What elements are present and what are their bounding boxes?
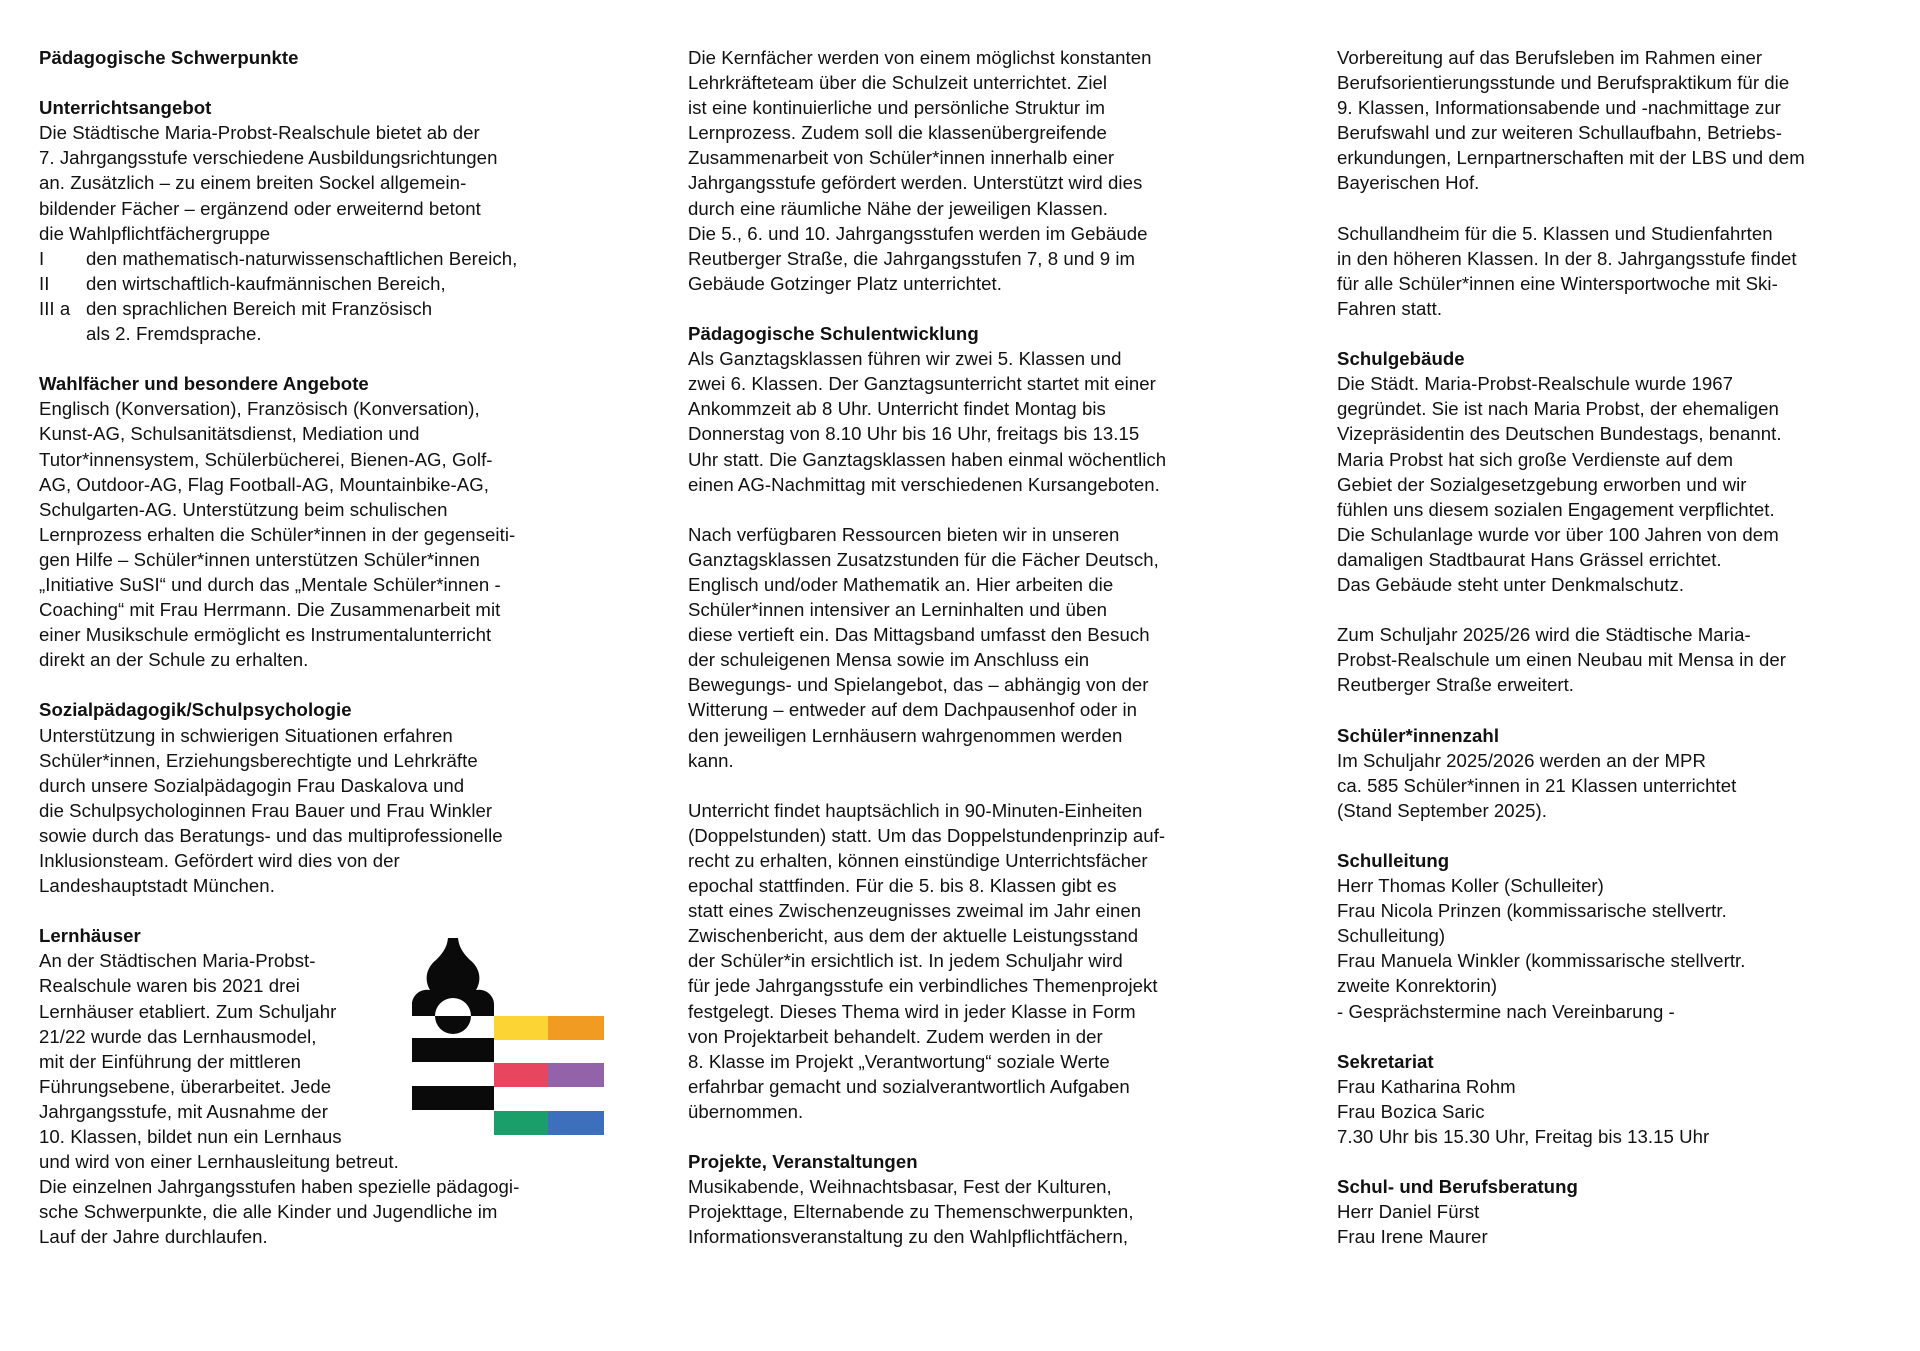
section-schulentwicklung	[688, 321, 1288, 1124]
text-line: statt eines Zwischenzeugnisses zweimal im Jahr einen	[688, 900, 1142, 922]
text-line: Als Ganztagsklassen führen wir zwei 5. Klassen und	[688, 348, 1122, 370]
text-line: Gebäude Gotzinger Platz unterrichtet.	[688, 272, 1002, 294]
text-line: Führungsebene, überarbeitet. Jede	[39, 1075, 332, 1097]
text-line: 21/22 wurde das Lernhausmodel,	[39, 1025, 317, 1047]
text-line: direkt an der Schule zu erhalten.	[39, 649, 309, 671]
text-line: Ganztagsklassen Zusatzstunden für die Fächer Deutsch,	[688, 548, 1159, 570]
text-line: Ankommzeit ab 8 Uhr. Unterricht findet Montag bis	[688, 398, 1106, 420]
section-heading: Projekte, Veranstaltungen	[688, 1151, 918, 1173]
text-line: Frau Irene Maurer	[1337, 1226, 1488, 1248]
section-heading: Schulleitung	[1337, 850, 1450, 871]
text-line: Bayerischen Hof.	[1337, 172, 1480, 194]
text-line: Englisch (Konversation), Französisch (Konversation),	[39, 398, 480, 420]
text-line: Informationsveranstaltung zu den Wahlpflichtfächern,	[688, 1226, 1129, 1248]
section-sozialpaedagogik	[39, 697, 619, 898]
text-line: Vizepräsidentin des Deutschen Bundestags, benannt.	[1337, 423, 1782, 445]
text-line: Zwischenbericht, aus dem der aktuelle Leistungsstand	[688, 925, 1139, 947]
column-right	[1337, 45, 1917, 1250]
text-line: Nach verfügbaren Ressourcen bieten wir in unseren	[688, 523, 1120, 545]
text-line: Musikabende, Weihnachtsbasar, Fest der Kulturen,	[688, 1176, 1112, 1198]
text-line: Jahrgangsstufe, mit Ausnahme der	[39, 1100, 328, 1122]
text-line: die Wahlpflichtfächergruppe	[39, 222, 271, 244]
text-line: für jede Jahrgangsstufe ein verbindliches Themenprojekt	[688, 975, 1158, 997]
text-line: Frau Katharina Rohm	[1337, 1075, 1516, 1097]
text-line: Englisch und/oder Mathematik an. Hier arbeiten die	[688, 573, 1114, 595]
list-number: II	[39, 272, 50, 294]
text-line: Coaching“ mit Frau Herrmann. Die Zusammenarbeit mit	[39, 599, 501, 621]
text-line: Lehrkräfteteam über die Schulzeit unterrichtet. Ziel	[688, 72, 1108, 94]
text-line: Witterung – entweder auf dem Dachpausenhof oder in	[688, 699, 1138, 721]
text-line: bildender Fächer – ergänzend oder erweiternd betont	[39, 197, 481, 219]
text-line: An der Städtischen Maria-Probst-	[39, 950, 316, 972]
text-line: Probst-Realschule um einen Neubau mit Mensa in der	[1337, 649, 1786, 671]
text-line: Landeshauptstadt München.	[39, 875, 275, 897]
section-wahlfaecher	[39, 371, 619, 672]
text-line: die Schulpsychologinnen Frau Bauer und Frau Winkler	[39, 799, 493, 821]
text-line: erkundungen, Lernpartnerschaften mit der LBS und dem	[1337, 147, 1805, 169]
list-text: den mathematisch-naturwissenschaftlichen Bereich,	[86, 247, 518, 269]
text-line: Die Städtische Maria-Probst-Realschule bietet ab der	[39, 122, 480, 144]
text-line: Die Kernfächer werden von einem möglichst konstanten	[688, 47, 1152, 68]
text-line: Inklusionsteam. Gefördert wird dies von der	[39, 850, 400, 871]
text-line: in den höheren Klassen. In der 8. Jahrgangsstufe findet	[1337, 247, 1797, 269]
text-line: Frau Manuela Winkler (kommissarische stellvertr.	[1337, 950, 1746, 972]
text-line: Schulgarten-AG. Unterstützung beim schulischen	[39, 498, 448, 520]
section-schulgebaeude	[1337, 346, 1917, 697]
text-line: 7. Jahrgangsstufe verschiedene Ausbildungsrichtungen	[39, 147, 498, 169]
section-heading: Lernhäuser	[39, 925, 141, 947]
text-line: Herr Daniel Fürst	[1337, 1201, 1480, 1223]
text-line: Uhr statt. Die Ganztagsklassen haben einmal wöchentlich	[688, 448, 1167, 470]
text-line: Reutberger Straße erweitert.	[1337, 674, 1575, 696]
text-line: Projekttage, Elternabende zu Themenschwerpunkten,	[688, 1201, 1134, 1223]
list-text: als 2. Fremdsprache.	[86, 323, 262, 345]
text-line: durch unsere Sozialpädagogin Frau Daskalova und	[39, 774, 465, 796]
text-line: 7.30 Uhr bis 15.30 Uhr, Freitag bis 13.15 Uhr	[1337, 1126, 1710, 1148]
text-line: Lernprozess erhalten die Schüler*innen in der gegenseiti-	[39, 523, 516, 545]
text-line: Lernprozess. Zudem soll die klassenübergreifende	[688, 122, 1107, 144]
text-line: Gebiet der Sozialgesetzgebung erworben und wir	[1337, 473, 1747, 495]
section-heading: Schul- und Berufsberatung	[1337, 1176, 1578, 1198]
list-text: den wirtschaftlich-kaufmännischen Bereich,	[86, 272, 446, 294]
list-item	[39, 321, 619, 346]
text-line: Unterstützung in schwierigen Situationen erfahren	[39, 724, 453, 746]
text-line: sche Schwerpunkte, die alle Kinder und Jugendliche im	[39, 1201, 498, 1223]
text-line: Die einzelnen Jahrgangsstufen haben spezielle pädagogi-	[39, 1176, 520, 1198]
text-line: Bewegungs- und Spielangebot, das – abhängig von der	[688, 674, 1149, 696]
list-text: den sprachlichen Bereich mit Französisch	[86, 297, 433, 319]
text-line: Die Schulanlage wurde vor über 100 Jahren von dem	[1337, 523, 1779, 545]
list-item	[39, 296, 619, 321]
list-item	[39, 246, 619, 271]
text-line: zwei 6. Klassen. Der Ganztagsunterricht startet mit einer	[688, 373, 1156, 395]
text-line: „Initiative SuSI“ und durch das „Mentale Schüler*innen -	[39, 573, 501, 595]
text-line: (Stand September 2025).	[1337, 799, 1547, 821]
text-line: kann.	[688, 749, 734, 771]
section-projekte	[688, 1149, 1288, 1249]
text-line: Lauf der Jahre durchlaufen.	[39, 1226, 268, 1248]
text-line: diese vertieft ein. Das Mittagsband umfasst den Besuch	[688, 624, 1150, 646]
section-heading: Sozialpädagogik/Schulpsychologie	[39, 699, 352, 721]
text-line: den jeweiligen Lernhäusern wahrgenommen werden	[688, 724, 1123, 746]
section-kernfaecher	[688, 45, 1288, 296]
text-line: Im Schuljahr 2025/2026 werden an der MPR	[1337, 749, 1706, 771]
text-line: Maria Probst hat sich große Verdienste auf dem	[1337, 448, 1734, 470]
text-line: ist eine kontinuierliche und persönliche Struktur im	[688, 97, 1106, 119]
text-line: einen AG-Nachmittag mit verschiedenen Kursangeboten.	[688, 473, 1160, 495]
text-line: zweite Konrektorin)	[1337, 975, 1498, 997]
school-logo-icon	[410, 938, 606, 1138]
text-line: AG, Outdoor-AG, Flag Football-AG, Mountainbike-AG,	[39, 473, 489, 495]
list-number: I	[39, 247, 45, 269]
text-line: Frau Nicola Prinzen (kommissarische stellvertr.	[1337, 900, 1727, 922]
text-line: 8. Klasse im Projekt „Verantwortung“ soziale Werte	[688, 1050, 1110, 1072]
text-line: Schüler*innen intensiver an Lerninhalten und üben	[688, 599, 1108, 621]
section-heading: Unterrichtsangebot	[39, 97, 212, 119]
text-line: recht zu erhalten, können einstündige Unterrichtsfächer	[688, 850, 1148, 871]
text-line: Tutor*innensystem, Schülerbücherei, Bienen-AG, Golf-	[39, 448, 493, 470]
text-line: gen Hilfe – Schüler*innen unterstützen Schüler*innen	[39, 548, 480, 570]
text-line: Unterricht findet hauptsächlich in 90-Minuten-Einheiten	[688, 799, 1143, 821]
text-line: der Schüler*in ersichtlich ist. In jedem Schuljahr wird	[688, 950, 1123, 972]
text-line: Realschule waren bis 2021 drei	[39, 975, 300, 997]
text-line: 10. Klassen, bildet nun ein Lernhaus	[39, 1126, 342, 1148]
text-line: Zum Schuljahr 2025/26 wird die Städtische Maria-	[1337, 624, 1751, 646]
text-line: Berufsorientierungsstunde und Berufspraktikum für die	[1337, 72, 1790, 94]
text-line: festgelegt. Dieses Thema wird in jeder Klasse in Form	[688, 1000, 1136, 1022]
text-line: Kunst-AG, Schulsanitätsdienst, Mediation und	[39, 423, 420, 445]
section-heading: Schüler*innenzahl	[1337, 724, 1500, 746]
text-line: Schulleitung)	[1337, 925, 1446, 947]
text-line: Zusammenarbeit von Schüler*innen innerhalb einer	[688, 147, 1115, 169]
text-line: ca. 585 Schüler*innen in 21 Klassen unterrichtet	[1337, 774, 1737, 796]
text-line: Fahren statt.	[1337, 297, 1443, 319]
section-sekretariat	[1337, 1049, 1917, 1149]
text-line: Vorbereitung auf das Berufsleben im Rahmen einer	[1337, 47, 1763, 68]
text-line: 9. Klassen, Informationsabende und -nachmittage zur	[1337, 97, 1781, 119]
text-line: einer Musikschule ermöglicht es Instrumentalunterricht	[39, 624, 492, 646]
text-line: Herr Thomas Koller (Schulleiter)	[1337, 875, 1604, 897]
text-line: Die 5., 6. und 10. Jahrgangsstufen werden im Gebäude	[688, 222, 1148, 244]
page-title: Pädagogische Schwerpunkte	[39, 47, 299, 68]
text-line: erfahrbar gemacht und sozialverantwortlich Aufgaben	[688, 1075, 1130, 1097]
text-line: Berufswahl und zur weiteren Schullaufbahn, Betriebs-	[1337, 122, 1782, 144]
text-line: fühlen uns diesem sozialen Engagement verpflichtet.	[1337, 498, 1775, 520]
text-line: Reutberger Straße, die Jahrgangsstufen 7, 8 und 9 im	[688, 247, 1136, 269]
section-beratung	[1337, 1174, 1917, 1249]
text-line: Die Städt. Maria-Probst-Realschule wurde 1967	[1337, 373, 1734, 395]
text-line: gegründet. Sie ist nach Maria Probst, der ehemaligen	[1337, 398, 1779, 420]
section-fahrten	[1337, 221, 1917, 321]
text-line: übernommen.	[688, 1100, 804, 1122]
text-line: Frau Bozica Saric	[1337, 1100, 1485, 1122]
section-heading: Wahlfächer und besondere Angebote	[39, 373, 369, 395]
text-line: mit der Einführung der mittleren	[39, 1050, 302, 1072]
section-heading: Sekretariat	[1337, 1050, 1434, 1072]
section-schuelerzahl	[1337, 723, 1917, 823]
text-line: der schuleigenen Mensa sowie im Anschluss ein	[688, 649, 1090, 671]
text-line: durch eine räumliche Nähe der jeweiligen Klassen.	[688, 197, 1109, 219]
text-line: (Doppelstunden) statt. Um das Doppelstundenprinzip auf-	[688, 824, 1166, 846]
text-line: Lernhäuser etabliert. Zum Schuljahr	[39, 1000, 337, 1022]
text-line: - Gesprächstermine nach Vereinbarung -	[1337, 1000, 1675, 1022]
section-berufsvorbereitung	[1337, 45, 1917, 196]
text-line: für alle Schüler*innen eine Wintersportwoche mit Ski-	[1337, 272, 1778, 294]
list-item	[39, 271, 619, 296]
text-line: Donnerstag von 8.10 Uhr bis 16 Uhr, freitags bis 13.15	[688, 423, 1140, 445]
text-line: von Projektarbeit behandelt. Zudem werden in der	[688, 1025, 1103, 1047]
section-heading: Pädagogische Schulentwicklung	[688, 323, 979, 345]
text-line: an. Zusätzlich – zu einem breiten Sockel allgemein-	[39, 172, 467, 194]
text-line: Jahrgangsstufe gefördert werden. Unterstützt wird dies	[688, 172, 1143, 194]
section-schulleitung	[1337, 848, 1917, 1024]
text-line: damaligen Stadtbaurat Hans Grässel errichtet.	[1337, 548, 1722, 570]
text-line: epochal stattfinden. Für die 5. bis 8. Klassen gibt es	[688, 875, 1117, 897]
list-number: III a	[39, 297, 71, 319]
text-line: Das Gebäude steht unter Denkmalschutz.	[1337, 573, 1685, 595]
text-line: und wird von einer Lernhausleitung betreut.	[39, 1151, 399, 1173]
text-line: sowie durch das Beratungs- und das multiprofessionelle	[39, 824, 503, 846]
section-unterrichtsangebot	[39, 95, 619, 346]
text-line: Schüler*innen, Erziehungsberechtigte und Lehrkräfte	[39, 749, 478, 771]
column-middle	[688, 45, 1288, 1250]
section-heading: Schulgebäude	[1337, 348, 1465, 370]
text-line: Schullandheim für die 5. Klassen und Studienfahrten	[1337, 222, 1773, 244]
